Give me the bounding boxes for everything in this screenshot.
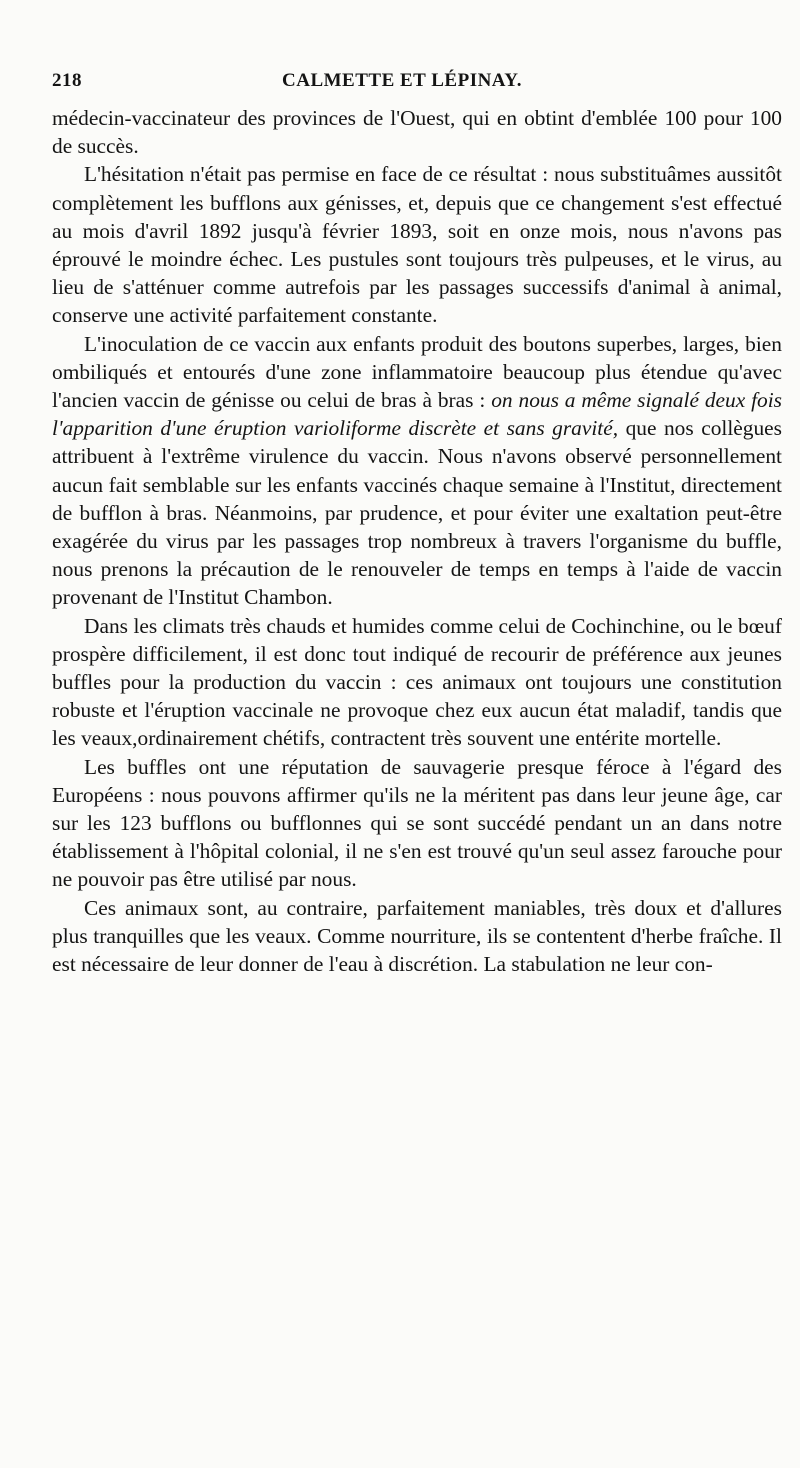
paragraph-text: L'inoculation de ce vaccin aux enfants produit des boutons superbes, larges, bien ombiliqués et entourés d'une zone inflammatoire beaucoup plus étendue qu'avec l'ancien vaccin de génisse ou celui de bras à bras :	[52, 331, 782, 413]
italic-quote: on nous a même signalé deux fois l'apparition d'une éruption varioliforme discrète et sans gravité,	[52, 388, 782, 441]
book-page	[52, 70, 782, 978]
page-number: 218	[52, 70, 82, 91]
body-text	[52, 104, 782, 978]
paragraph: Dans les climats très chauds et humides comme celui de Cochinchine, ou le bœuf prospère difficilement, il est donc tout indiqué de recourir de préférence aux jeunes buffles pour la production du vaccin : ces animaux ont toujours une constitution robuste et l'éruption vaccinale ne provoque chez eux aucun état maladif, tandis que les veaux,ordinairement chétifs, contractent très souvent une entérite mortelle.	[52, 613, 782, 751]
paragraph: Ces animaux sont, au contraire, parfaitement maniables, très doux et d'allures plus tranquilles que les veaux. Comme nourriture, ils se contentent d'herbe fraîche. Il est nécessaire de leur donner de l'eau à discrétion. La stabulation ne leur con-	[52, 895, 782, 977]
paragraph: Les buffles ont une réputation de sauvagerie presque féroce à l'égard des Européens : nous pouvons affirmer qu'ils ne la méritent pas dans leur jeune âge, car sur les 123 bufflons ou bufflonnes qui se sont succédé pendant un an dans notre établissement à l'hôpital colonial, il ne s'en est trouvé qu'un seul assez farouche pour ne pouvoir pas être utilisé par nous.	[52, 754, 782, 892]
paragraph: L'hésitation n'était pas permise en face de ce résultat : nous substituâmes aussitôt complètement les bufflons aux génisses, et, depuis que ce changement s'est effectué au mois d'avril 1892 jusqu'à février 1893, soit en onze mois, nous n'avons pas éprouvé le moindre échec. Les pustules sont toujours très pulpeuses, et le virus, au lieu de s'atténuer comme autrefois par les passages successifs d'animal à animal, conserve une activité parfaitement constante.	[52, 162, 782, 328]
paragraph	[52, 330, 782, 612]
page-header	[52, 70, 782, 104]
paragraph: médecin-vaccinateur des provinces de l'Ouest, qui en obtint d'emblée 100 pour 100 de succès.	[52, 106, 782, 159]
running-title: CALMETTE ET LÉPINAY.	[282, 70, 523, 91]
paragraph-text: que nos collègues attribuent à l'extrême virulence du vaccin. Nous n'avons observé personnellement aucun fait semblable sur les enfants vaccinés chaque semaine à l'Institut, directement de bufflon à bras. Néanmoins, par prudence, et pour éviter une exaltation peut-être exagérée du virus par les passages trop nombreux à travers l'organisme du buffle, nous prenons la précaution de le renouveler de temps en temps à l'aide de vaccin provenant de l'Institut Chambon.	[52, 416, 782, 610]
